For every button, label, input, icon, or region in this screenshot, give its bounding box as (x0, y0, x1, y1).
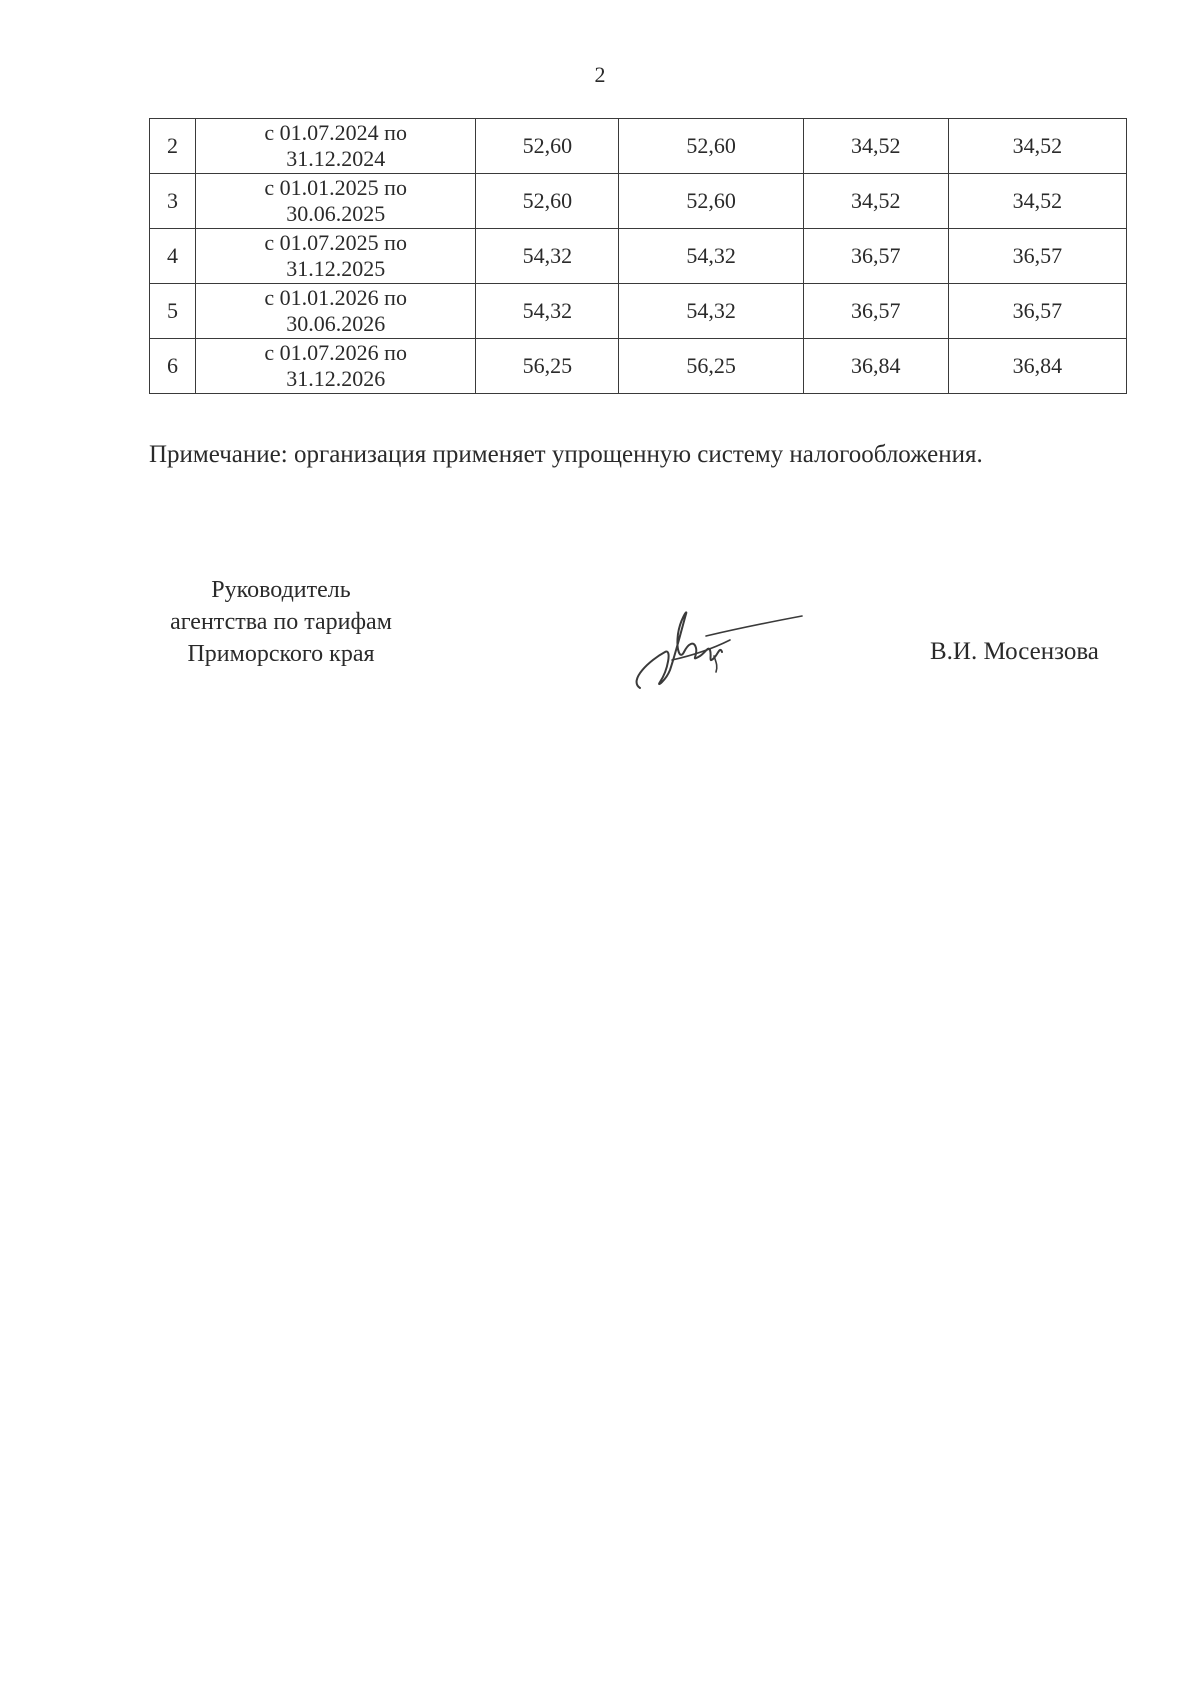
period-start: с 01.01.2026 по (264, 285, 407, 310)
tariff-table (149, 118, 1127, 394)
table-row (150, 229, 1127, 284)
row-number: 3 (150, 174, 196, 229)
note-text: Примечание: организация применяет упрощенную систему налогообложения. (149, 441, 983, 468)
value-cell-3: 34,52 (803, 119, 948, 174)
period-start: с 01.07.2026 по (264, 340, 407, 365)
value-cell-4: 36,84 (948, 339, 1126, 394)
table-row (150, 339, 1127, 394)
period-end: 30.06.2026 (286, 311, 386, 336)
row-number: 4 (150, 229, 196, 284)
period-cell (196, 339, 476, 394)
value-cell-1: 56,25 (476, 339, 619, 394)
period-end: 31.12.2026 (286, 366, 386, 391)
period-start: с 01.07.2024 по (264, 120, 407, 145)
value-cell-1: 52,60 (476, 119, 619, 174)
value-cell-2: 56,25 (619, 339, 803, 394)
period-end: 31.12.2024 (286, 146, 386, 171)
value-cell-4: 34,52 (948, 119, 1126, 174)
value-cell-2: 52,60 (619, 174, 803, 229)
value-cell-3: 36,57 (803, 229, 948, 284)
signer-title-line-1: Руководитель (211, 577, 351, 603)
period-start: с 01.07.2025 по (264, 230, 407, 255)
period-cell (196, 119, 476, 174)
table-row (150, 284, 1127, 339)
page-number: 2 (594, 62, 606, 87)
signer-title (146, 574, 416, 670)
value-cell-3: 34,52 (803, 174, 948, 229)
table-row (150, 174, 1127, 229)
value-cell-4: 36,57 (948, 284, 1126, 339)
row-number: 2 (150, 119, 196, 174)
period-end: 30.06.2025 (286, 201, 386, 226)
value-cell-4: 34,52 (948, 174, 1126, 229)
period-end: 31.12.2025 (286, 256, 386, 281)
table-row (150, 119, 1127, 174)
value-cell-1: 54,32 (476, 229, 619, 284)
row-number: 5 (150, 284, 196, 339)
signer-title-line-2: агентства по тарифам (170, 609, 392, 635)
row-number: 6 (150, 339, 196, 394)
value-cell-1: 52,60 (476, 174, 619, 229)
period-cell (196, 284, 476, 339)
signer-title-line-3: Приморского края (187, 641, 375, 667)
handwritten-signature (610, 600, 810, 700)
value-cell-2: 54,32 (619, 284, 803, 339)
value-cell-4: 36,57 (948, 229, 1126, 284)
value-cell-1: 54,32 (476, 284, 619, 339)
period-start: с 01.01.2025 по (264, 175, 407, 200)
value-cell-3: 36,57 (803, 284, 948, 339)
value-cell-2: 54,32 (619, 229, 803, 284)
signer-name: В.И. Мосензова (930, 638, 1099, 665)
value-cell-3: 36,84 (803, 339, 948, 394)
period-cell (196, 174, 476, 229)
value-cell-2: 52,60 (619, 119, 803, 174)
period-cell (196, 229, 476, 284)
